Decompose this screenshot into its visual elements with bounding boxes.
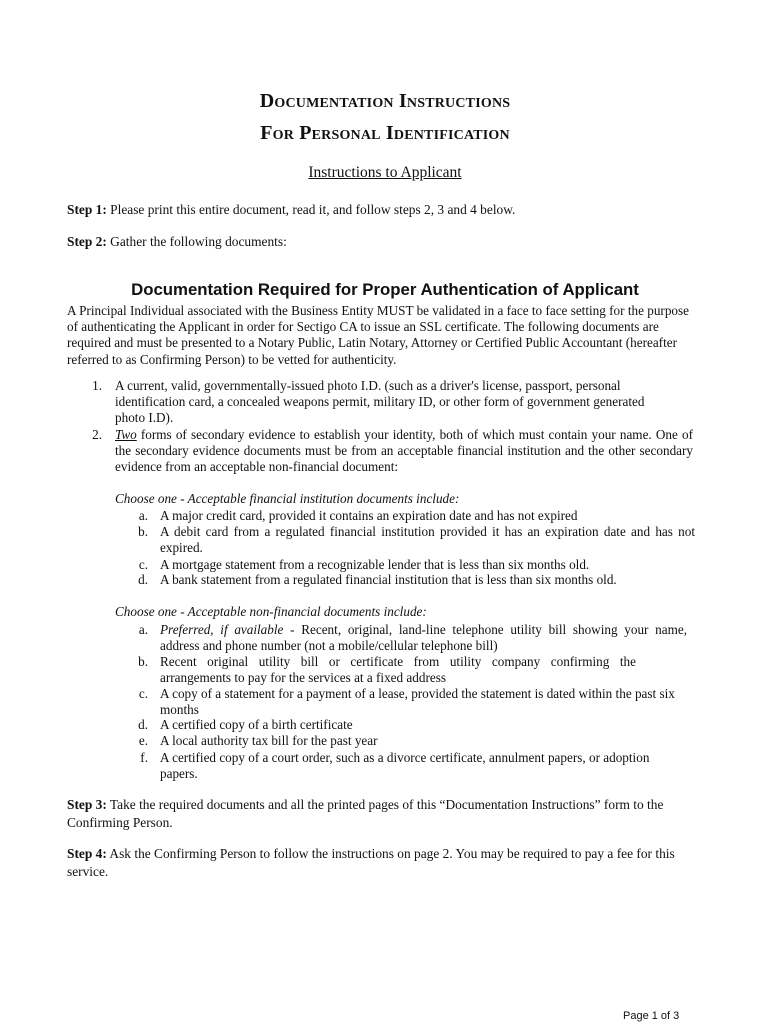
- item-letter: d.: [138, 717, 148, 732]
- item-text: A bank statement from a regulated financial institution that is less than six months old.: [160, 572, 617, 587]
- item-emphasis: Preferred, if available: [160, 622, 284, 637]
- step-1-label: Step 1:: [67, 202, 107, 217]
- item-letter: a.: [138, 508, 148, 523]
- requirement-number: 2.: [92, 427, 102, 442]
- page-number: Page 1 of 3: [623, 1010, 680, 1022]
- intro-paragraph: A Principal Individual associated with the Business Entity MUST be validated in a face to face setting for the purpose of authenticating the Applicant in order for Sectigo CA to issue an SSL certificate. The following documents are required and must be presented to a Notary Public, Latin Notary, Attorney or Certified Public Accountant (hereafter referred to as Confirming Person) to be vetted for authenticity.: [67, 303, 689, 367]
- item-letter: c.: [138, 557, 148, 572]
- item-text: A mortgage statement from a recognizable lender that is less than six months old.: [160, 557, 590, 572]
- item-text: A debit card from a regulated financial institution provided it has an expiration date and has not expired.: [160, 524, 695, 556]
- document-title-line-1: Documentation Instructions: [259, 90, 511, 112]
- requirement-text-body: forms of secondary evidence to establish your identity, both of which must contain your name. One of the secondary evidence documents must be from an acceptable financial institution and the other secondary evidence from an acceptable non-financial document:: [115, 427, 693, 475]
- item-letter: d.: [138, 572, 148, 587]
- document-title-line-2: For Personal Identification: [260, 122, 510, 144]
- item-text: A copy of a statement for a payment of a lease, provided the statement is dated within the past six months: [160, 686, 675, 718]
- financial-heading: Choose one - Acceptable financial institution documents include:: [115, 491, 460, 506]
- section-heading: Documentation Required for Proper Authentication of Applicant: [131, 280, 639, 299]
- item-text: A local authority tax bill for the past year: [160, 733, 378, 748]
- item-letter: a.: [138, 622, 148, 637]
- item-text: [160, 622, 687, 654]
- item-text: A certified copy of a birth certificate: [160, 717, 353, 732]
- step-1: [67, 201, 707, 219]
- step-1-text: Please print this entire document, read it, and follow steps 2, 3 and 4 below.: [106, 202, 516, 217]
- item-letter: f.: [140, 750, 148, 765]
- item-letter: b.: [138, 654, 148, 669]
- item-letter: c.: [138, 686, 148, 701]
- requirement-text: [115, 427, 693, 476]
- step-4-text: Ask the Confirming Person to follow the instructions on page 2. You may be required to pay a fee for this service.: [67, 846, 675, 879]
- step-2-text: Gather the following documents:: [106, 234, 287, 249]
- step-4-label: Step 4:: [67, 846, 107, 861]
- item-letter: e.: [138, 733, 148, 748]
- step-3: [67, 796, 697, 832]
- item-text: A major credit card, provided it contains an expiration date and has not expired: [160, 508, 578, 523]
- requirement-emphasis: Two: [115, 427, 137, 442]
- requirement-number: 1.: [92, 378, 102, 393]
- step-4: [67, 845, 697, 881]
- step-2-label: Step 2:: [67, 234, 107, 249]
- item-text-body: - Recent, original, land-line telephone utility bill showing your name, address and phone number (not a mobile/cellular telephone bill): [160, 622, 687, 654]
- requirement-text: A current, valid, governmentally-issued photo I.D. (such as a driver's license, passport, personal identification card, a concealed weapons permit, military ID, or other form of government generated photo I.D).: [115, 378, 645, 426]
- step-2: [67, 233, 707, 251]
- instructions-subtitle: Instructions to Applicant: [308, 164, 462, 181]
- nonfinancial-heading: Choose one - Acceptable non-financial documents include:: [115, 604, 427, 619]
- item-letter: b.: [138, 524, 148, 539]
- item-text: Recent original utility bill or certificate from utility company confirming the arrangements to pay for the services at a fixed address: [160, 654, 636, 686]
- step-3-label: Step 3:: [67, 797, 107, 812]
- item-text: A certified copy of a court order, such as a divorce certificate, annulment papers, or adoption papers.: [160, 750, 650, 782]
- step-3-text: Take the required documents and all the printed pages of this “Documentation Instructions” form to the Confirming Person.: [67, 797, 664, 830]
